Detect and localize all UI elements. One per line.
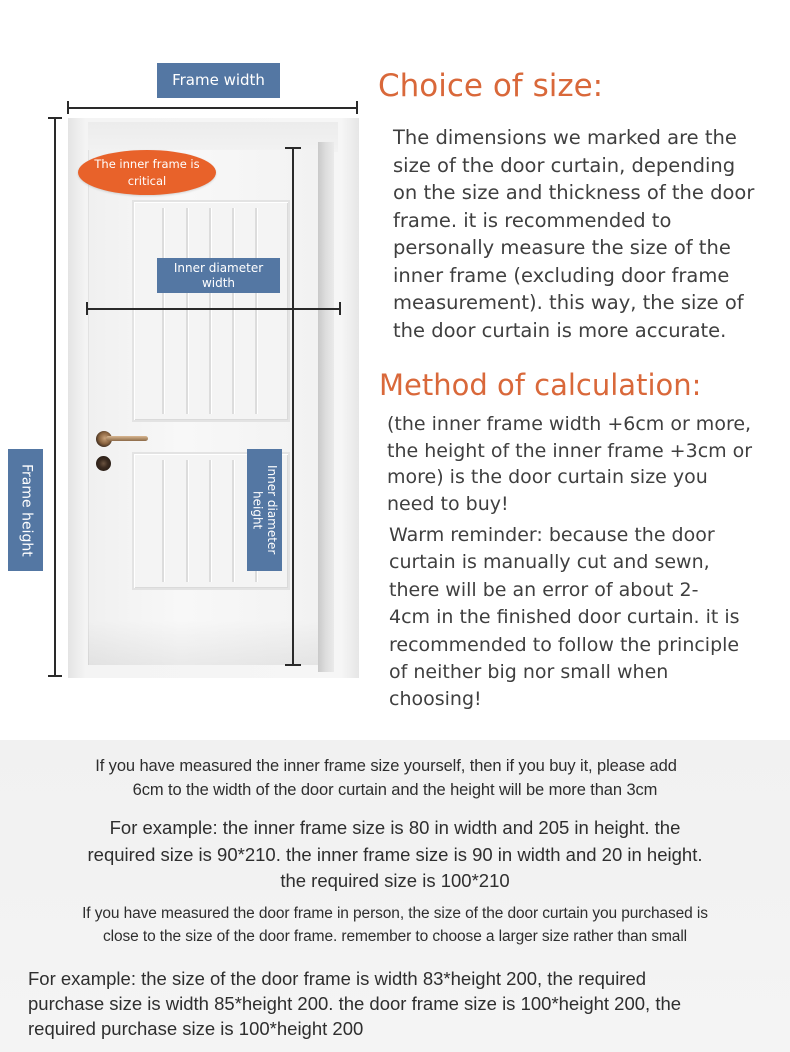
door-frame-jamb — [318, 142, 334, 672]
door-frame-example — [28, 966, 788, 1041]
text-line: (the inner frame width +6cm or more, — [387, 413, 752, 435]
text-line: more) is the door curtain size you — [387, 466, 708, 488]
text-line: The dimensions we marked are the — [393, 126, 737, 149]
dimension-tick — [285, 664, 301, 666]
panel-groove — [232, 460, 234, 582]
text-line: For example: the inner frame size is 80 in width and 205 in height. the — [109, 817, 681, 838]
text-line: the required size is 100*210 — [280, 870, 510, 891]
measurement-notes-section — [0, 740, 790, 1052]
callout-text: The inner frame is critical — [94, 157, 200, 188]
text-line: For example: the size of the door frame is width 83*height 200, the required — [28, 968, 647, 989]
dimension-tick — [48, 117, 62, 119]
frame-height-dimension-line — [54, 118, 56, 676]
door-handle-icon — [106, 436, 148, 441]
dimension-tick — [67, 101, 69, 114]
text-line: the door curtain is more accurate. — [393, 318, 727, 342]
label-text: Frame height — [18, 463, 35, 557]
dimension-tick — [339, 302, 341, 315]
inner-diameter-width-label — [157, 258, 280, 293]
panel-groove — [162, 208, 164, 414]
inner-frame-advice — [0, 754, 790, 802]
text-line: purchase size is width 85*height 200. the door frame size is 100*height 200, the — [28, 993, 682, 1014]
door-lock-icon — [96, 456, 111, 471]
text-line: need to buy! — [387, 492, 509, 515]
text-line: of neither big nor small when — [389, 661, 669, 684]
method-of-calculation-heading: Method of calculation: — [379, 368, 702, 402]
frame-width-dimension-line — [68, 107, 358, 109]
panel-groove — [186, 460, 188, 582]
dimension-tick — [356, 101, 358, 114]
warm-reminder-text — [389, 522, 789, 714]
text-line: inner frame (excluding door frame — [393, 263, 730, 287]
door-shadow — [88, 620, 318, 665]
text-line: curtain is manually cut and sewn, — [389, 551, 710, 574]
text-line: size of the door curtain, depending — [393, 153, 736, 177]
door-frame-advice — [0, 902, 790, 948]
text-line: required size is 90*210. the inner frame size is 90 in width and 20 in height. — [87, 843, 703, 865]
text-line: required purchase size is 100*height 200 — [28, 1018, 364, 1039]
text-line: close to the size of the door frame. remember to choose a larger size rather than small — [102, 928, 688, 945]
text-line: frame. it is recommended to — [393, 208, 672, 232]
dimension-tick — [48, 675, 62, 677]
text-line: measurement). this way, the size of — [393, 291, 744, 314]
choice-of-size-text — [393, 124, 788, 344]
panel-groove — [255, 208, 257, 414]
text-line: personally measure the size of the — [393, 236, 731, 259]
panel-groove — [162, 460, 164, 582]
text-line: there will be an error of about 2- — [389, 578, 699, 601]
door-diagram — [0, 0, 370, 740]
inner-width-dimension-line — [87, 308, 340, 310]
inner-diameter-height-label — [247, 449, 282, 571]
text-line: Warm reminder: because the door — [389, 524, 715, 546]
label-text: Inner diameter width — [173, 260, 264, 290]
panel-groove — [186, 208, 188, 414]
text-line: recommended to follow the principle — [389, 633, 740, 656]
calculation-formula-text — [387, 411, 787, 517]
text-line: 4cm in the finished door curtain. it is — [389, 606, 740, 629]
dimension-tick — [86, 302, 88, 315]
text-line: If you have measured the door frame in person, the size of the door curtain you purchased is — [82, 905, 708, 922]
panel-groove — [209, 460, 211, 582]
frame-height-label — [8, 449, 43, 571]
frame-width-label: Frame width — [157, 63, 280, 98]
text-line: 6cm to the width of the door curtain and the height will be more than 3cm — [132, 781, 658, 799]
choice-of-size-heading: Choice of size: — [378, 68, 604, 104]
inner-frame-critical-callout — [78, 150, 216, 195]
door-panel-top — [132, 200, 290, 422]
panel-groove — [232, 208, 234, 414]
text-line: the height of the inner frame +3cm or — [387, 439, 753, 462]
panel-groove — [209, 208, 211, 414]
inner-height-dimension-line — [292, 148, 294, 665]
text-line: If you have measured the inner frame size yourself, then if you buy it, please add — [95, 757, 677, 775]
text-line: on the size and thickness of the door — [393, 181, 755, 204]
dimension-tick — [285, 147, 301, 149]
inner-frame-example — [0, 815, 790, 895]
label-text: Inner diameter height — [250, 465, 279, 555]
text-line: choosing! — [389, 688, 482, 711]
